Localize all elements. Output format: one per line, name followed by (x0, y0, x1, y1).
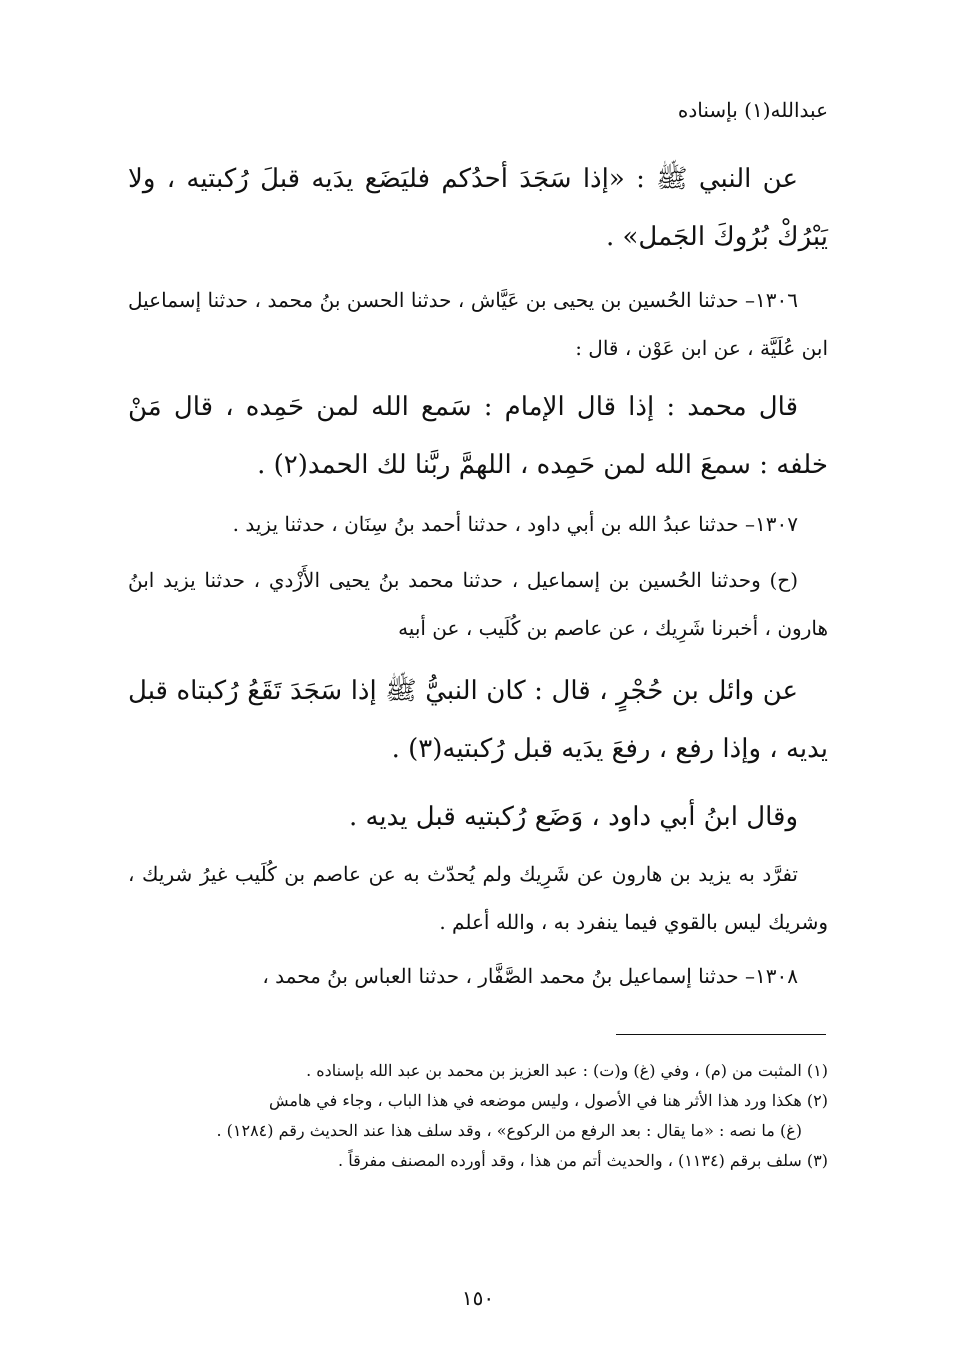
paragraph-3 (128, 378, 828, 494)
paragraph-7 (128, 788, 828, 846)
page-header (128, 86, 828, 134)
isnad-1306: ١٣٠٦– حدثنا الحُسين بن يحيى بن عَيَّاش ، حدثنا الحسن بنُ محمد ، حدثنا إسماعيل ابن عُلَيَّة ، عن ابن عَوْن ، قال : (128, 288, 828, 360)
ibn-abi-dawud-note: وقال ابنُ أبي داود ، وَضَع رُكبتيه قبل يديه . (348, 802, 798, 832)
paragraph-1 (128, 150, 828, 266)
page-number: ١٥٠ (461, 1286, 495, 1310)
paragraph-8 (128, 850, 828, 946)
hadith-wail: عن وائل بن حُجْرٍ ، قال : كان النبيُّ ﷺ إذا سَجَدَ تَقَعُ رُكبتاه قبل يديه ، وإذا رفع ، رفعَ يدَيه قبل رُكبتيه(٣) . (128, 676, 828, 764)
header-text: عبدالله(١) بإسناده (677, 98, 828, 122)
paragraph-4 (128, 500, 828, 548)
footnote-1: (١) المثبت من (م) ، وفي (غ) و(ت) : عبد العزيز بن محمد بن عبد الله بإسناده . (306, 1061, 828, 1080)
footnote-separator (616, 1034, 826, 1035)
paragraph-6 (128, 662, 828, 778)
footnote-3: (٣) سلف برقم (١١٣٤) ، والحديث أتم من هذا ، وقد أورده المصنف مفرقاً . (338, 1151, 828, 1170)
footnotes (128, 1056, 828, 1176)
hadith-text: عن النبي ﷺ : «إذا سَجَدَ أحدُكم فليَضَع يدَيه قبلَ رُكبتيه ، ولا يَبْرُكْ بُرُوكَ الجَمل» . (128, 164, 828, 252)
isnad-1308: ١٣٠٨– حدثنا إسماعيل بنُ محمد الصَّفَّار ، حدثنا العباس بنُ محمد ، (262, 964, 798, 988)
commentary-text: تفرَّد به يزيد بن هارون عن شَرِيك ولم يُحدّث به عن عاصم بن كُلَيب غيرُ شريك ، وشريك ليس بالقوي فيما ينفرد به ، والله أعلم . (128, 862, 828, 934)
paragraph-5 (128, 556, 828, 652)
isnad-1307: ١٣٠٧– حدثنا عبدُ الله بن أبي داود ، حدثنا أحمد بنُ سِنَان ، حدثنا يزيد . (232, 512, 798, 536)
footnote-2: (٢) هكذا ورد هذا الأثر هنا في الأصول ، وليس موضعه في هذا الباب ، وجاء في هامش (268, 1091, 828, 1110)
paragraph-2 (128, 276, 828, 372)
athar-text: قال محمد : إذا قال الإمام : سَمع الله لمن حَمِده ، قال مَنْ خلفه : سمعَ الله لمن حَمِده ، اللهمَّ ربَّنا لك الحمد(٢) . (128, 392, 828, 480)
footnote-2-continuation: (غ) ما نصه : «ما يقال : بعد الرفع من الركوع» ، وقد سلف هذا عند الحديث رقم (١٢٨٤) . (216, 1121, 802, 1140)
isnad-ha: (ح) وحدثنا الحُسين بن إسماعيل ، حدثنا محمد بنُ يحيى الأَزْدي ، حدثنا يزيد ابنُ هارون ، أخبرنا شَرِيك ، عن عاصم بن كُلَيب ، عن أبيه (128, 568, 828, 640)
paragraph-9 (128, 952, 828, 1000)
